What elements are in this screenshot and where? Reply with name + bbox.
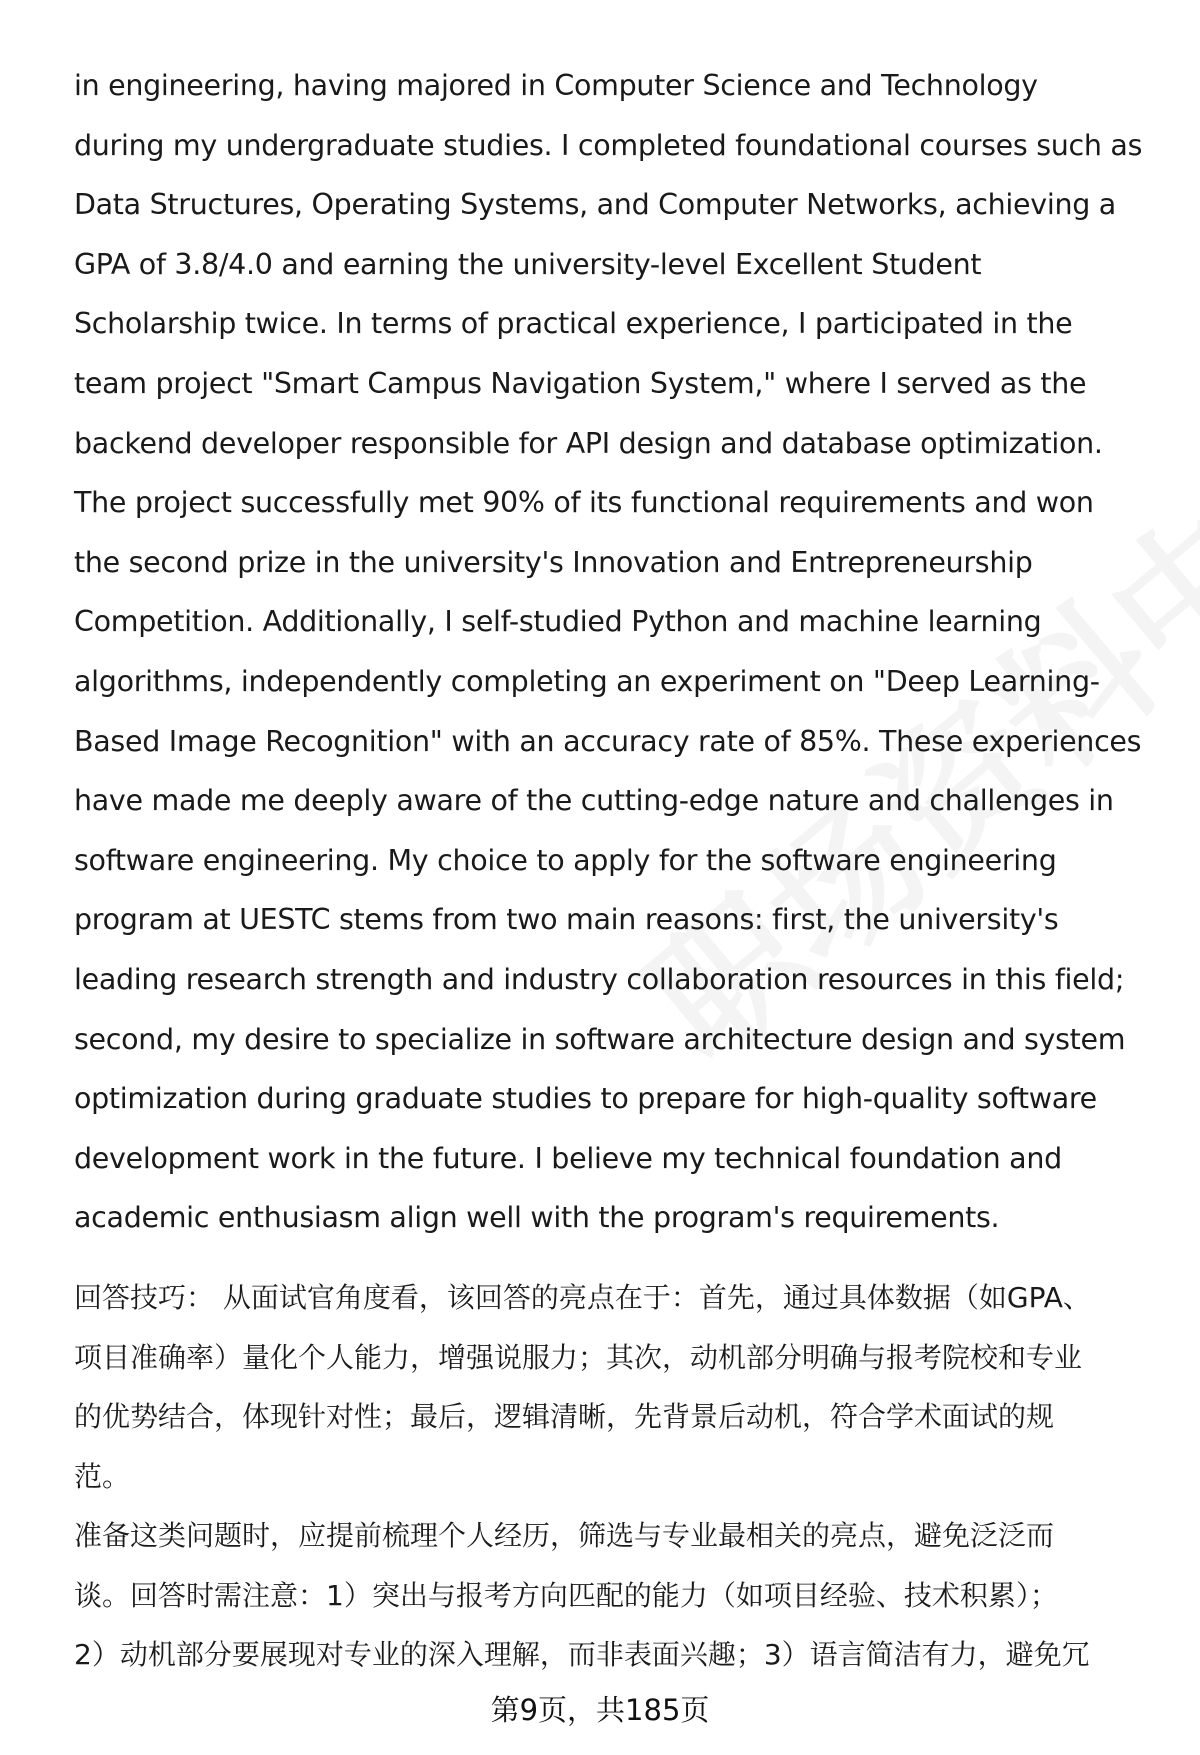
paragraph-line: have made me deeply aware of the cutting-edge nature and challenges in: [74, 784, 1114, 818]
paragraph-line: algorithms, independently completing an experiment on "Deep Learning-: [74, 664, 1100, 698]
paragraph-line: GPA of 3.8/4.0 and earning the university-level Excellent Student: [74, 247, 982, 281]
tips-line: 的优势结合，体现针对性；最后，逻辑清晰，先背景后动机，符合学术面试的规: [74, 1400, 1055, 1433]
paragraph-line: Data Structures, Operating Systems, and Computer Networks, achieving a: [74, 188, 1116, 222]
tips-line: 项目准确率）量化个人能力，增强说服力；其次，动机部分明确与报考院校和专业: [74, 1340, 1083, 1374]
english-answer-paragraph: [74, 56, 1184, 1248]
paragraph-line: development work in the future. I believe my technical foundation and: [74, 1141, 1062, 1175]
page-number-footer: 第9页，共185页: [490, 1693, 710, 1727]
answer-tips-section: [74, 1268, 1184, 1685]
tips-line: 谈。回答时需注意：1）突出与报考方向匹配的能力（如项目经验、技术积累）；: [74, 1578, 1058, 1612]
paragraph-line: backend developer responsible for API design and database optimization.: [74, 426, 1103, 460]
paragraph-line: Scholarship twice. In terms of practical experience, I participated in the: [74, 307, 1073, 341]
paragraph-line: second, my desire to specialize in software architecture design and system: [74, 1022, 1126, 1056]
paragraph-line: the second prize in the university's Innovation and Entrepreneurship: [74, 545, 1033, 579]
paragraph-line: software engineering. My choice to apply for the software engineering: [74, 843, 1057, 877]
paragraph-line: optimization during graduate studies to prepare for high-quality software: [74, 1082, 1097, 1116]
paragraph-line: in engineering, having majored in Computer Science and Technology: [74, 69, 1038, 102]
paragraph-line: program at UESTC stems from two main reasons: first, the university's: [74, 903, 1059, 937]
paragraph-line: The project successfully met 90% of its functional requirements and won: [74, 486, 1094, 520]
paragraph-line: Competition. Additionally, I self-studied Python and machine learning: [74, 605, 1042, 639]
paragraph-line: Based Image Recognition" with an accuracy rate of 85%. These experiences: [74, 724, 1142, 758]
tips-line: 回答技巧： 从面试官角度看，该回答的亮点在于：首先，通过具体数据（如GPA、: [74, 1281, 1091, 1314]
tips-line: 范。: [74, 1459, 131, 1493]
paragraph-line: academic enthusiasm align well with the program's requirements.: [74, 1201, 1000, 1235]
tips-line: 2）动机部分要展现对专业的深入理解，而非表面兴趣；3）语言简洁有力，避免冗: [74, 1638, 1090, 1671]
tips-line: 准备这类问题时，应提前梳理个人经历，筛选与专业最相关的亮点，避免泛泛而: [74, 1519, 1055, 1552]
paragraph-line: during my undergraduate studies. I completed foundational courses such as: [74, 128, 1143, 162]
paragraph-line: leading research strength and industry collaboration resources in this field;: [74, 962, 1125, 996]
paragraph-line: team project "Smart Campus Navigation System," where I served as the: [74, 366, 1087, 400]
